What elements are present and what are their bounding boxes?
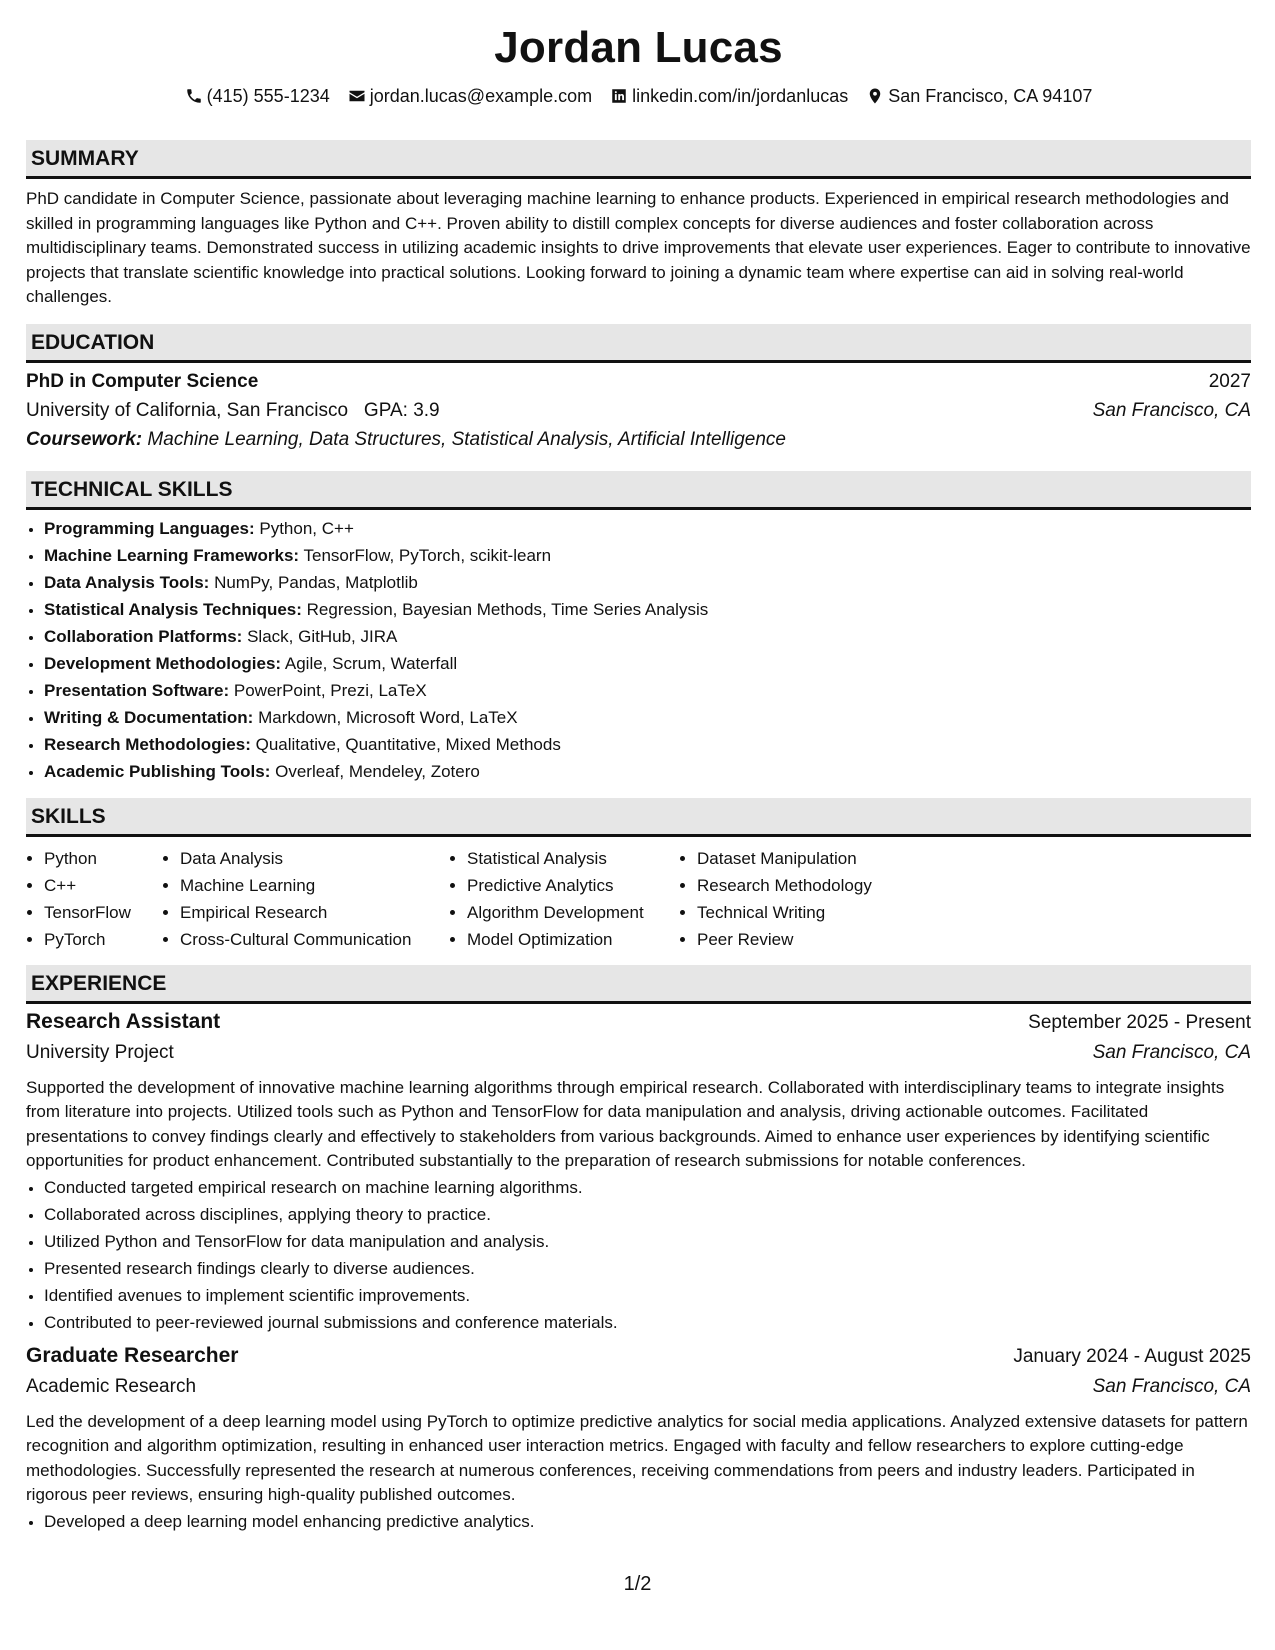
contact-location-text: San Francisco, CA 94107 xyxy=(888,85,1093,106)
list-item xyxy=(44,542,1251,569)
skill-category: Development Methodologies: xyxy=(44,653,282,673)
gpa: GPA: 3.9 xyxy=(363,399,440,421)
job-description: Led the development of a deep learning model using PyTorch to optimize predictive analytics for social media applications. Analyzed extensive datasets for pattern recognition and algorithm optimization, resulting in enhanced user interaction metrics. Engaged with faculty and fellow researchers to explore cutting-edge methodologies. Successfully represented the research at numerous conferences, receiving commendations from peers and industry leaders. Participated in rigorous peer reviews, ensuring high-quality published outcomes. xyxy=(26,1411,1248,1504)
job-title: Research Assistant xyxy=(26,1009,221,1033)
linkedin-icon xyxy=(610,87,628,105)
skill-item: • TensorFlow xyxy=(44,899,162,926)
summary-text: PhD candidate in Computer Science, passionate about leveraging machine learning to enhance products. Experienced in empirical research methodologies and skilled in programming languages like Python and C++. Proven ability to distill complex concepts for diverse audiences and foster collaboration across multidisciplinary teams. Demonstrated success in utilizing academic insights to drive improvements that elevate user experiences. Eager to contribute to innovative projects that translate scientific knowledge into practical solutions. Looking forward to joining a dynamic team where expertise can aid in solving real-world challenges. xyxy=(26,189,1251,306)
skill-item: • Predictive Analytics xyxy=(467,872,679,899)
skills-column xyxy=(26,845,162,953)
skill-item: • Machine Learning xyxy=(180,872,449,899)
summary-heading: SUMMARY xyxy=(26,140,1251,179)
list-item: • Identified avenues to implement scientific improvements. xyxy=(44,1282,1251,1309)
skills-column xyxy=(449,845,679,953)
contact-email-text[interactable]: jordan.lucas@example.com xyxy=(369,85,593,106)
contact-location xyxy=(866,86,1092,107)
coursework-line xyxy=(26,429,1251,459)
skill-category: Programming Languages: xyxy=(44,518,255,538)
contact-linkedin-text[interactable]: linkedin.com/in/jordanlucas xyxy=(632,85,849,106)
page-number: 1/2 xyxy=(623,1573,652,1595)
skill-item: • PyTorch xyxy=(44,926,162,953)
job-bullets xyxy=(26,1508,1251,1535)
skill-item: • Model Optimization xyxy=(467,926,679,953)
list-item xyxy=(44,596,1251,623)
skill-values: Agile, Scrum, Waterfall xyxy=(284,653,458,673)
list-item: • Conducted targeted empirical research on machine learning algorithms. xyxy=(44,1174,1251,1201)
job-location: San Francisco, CA xyxy=(1092,1041,1251,1063)
list-item xyxy=(44,569,1251,596)
skill-values: Overleaf, Mendeley, Zotero xyxy=(275,761,480,781)
experience-heading: EXPERIENCE xyxy=(26,965,1251,1004)
list-item: • Presented research findings clearly to diverse audiences. xyxy=(44,1255,1251,1282)
skills-column xyxy=(162,845,449,953)
skill-values: Qualitative, Quantitative, Mixed Methods xyxy=(255,734,561,754)
technical-skills-heading: TECHNICAL SKILLS xyxy=(26,471,1251,510)
resume-page xyxy=(26,0,1251,1535)
skill-item: • Data Analysis xyxy=(180,845,449,872)
skill-item: • C++ xyxy=(44,872,162,899)
list-item: • Developed a deep learning model enhancing predictive analytics. xyxy=(44,1508,1251,1535)
contact-phone xyxy=(185,86,330,107)
coursework-label: Coursework: xyxy=(26,428,143,450)
skill-item: • Research Methodology xyxy=(697,872,947,899)
skill-item: • Statistical Analysis xyxy=(467,845,679,872)
job-dates: January 2024 - August 2025 xyxy=(1013,1345,1251,1367)
skill-category: Research Methodologies: xyxy=(44,734,251,754)
candidate-name: Jordan Lucas xyxy=(494,23,783,72)
graduation-year: 2027 xyxy=(1208,370,1251,392)
list-item xyxy=(44,758,1251,785)
list-item xyxy=(44,704,1251,731)
skills-heading: SKILLS xyxy=(26,798,1251,837)
phone-icon xyxy=(185,87,203,105)
contact-linkedin[interactable] xyxy=(610,86,848,107)
skill-item: • Dataset Manipulation xyxy=(697,845,947,872)
skill-values: NumPy, Pandas, Matplotlib xyxy=(214,572,418,592)
education-heading: EDUCATION xyxy=(26,324,1251,363)
degree: PhD in Computer Science xyxy=(26,370,259,392)
job-org: Academic Research xyxy=(26,1375,197,1397)
coursework: Machine Learning, Data Structures, Statistical Analysis, Artificial Intelligence xyxy=(147,428,786,450)
list-item xyxy=(44,515,1251,542)
list-item: • Utilized Python and TensorFlow for data manipulation and analysis. xyxy=(44,1228,1251,1255)
experience-entry xyxy=(26,1010,1251,1336)
job-location: San Francisco, CA xyxy=(1092,1375,1251,1397)
skill-item: • Technical Writing xyxy=(697,899,947,926)
skill-values: PowerPoint, Prezi, LaTeX xyxy=(233,680,427,700)
skill-category: Writing & Documentation: xyxy=(44,707,254,727)
contact-phone-text: (415) 555-1234 xyxy=(206,85,330,106)
technical-skills-list xyxy=(26,515,1251,785)
list-item xyxy=(44,623,1251,650)
skill-values: Regression, Bayesian Methods, Time Series Analysis xyxy=(306,599,709,619)
skills-column xyxy=(679,845,947,953)
job-description: Supported the development of innovative machine learning algorithms through empirical research. Collaborated with interdisciplinary teams to integrate insights from literature into projects. Utilized tools such as Python and TensorFlow for data manipulation and analysis, driving actionable outcomes. Facilitated presentations to convey findings clearly and effectively to stakeholders from various backgrounds. Aimed to enhance user experiences by identifying scientific opportunities for product enhancement. Contributed substantially to the preparation of research submissions for notable conferences. xyxy=(26,1077,1225,1170)
skill-item: • Algorithm Development xyxy=(467,899,679,926)
skill-item: • Peer Review xyxy=(697,926,947,953)
skill-category: Statistical Analysis Techniques: xyxy=(44,599,302,619)
skill-category: Presentation Software: xyxy=(44,680,230,700)
skill-values: TensorFlow, PyTorch, scikit-learn xyxy=(303,545,552,565)
school-location: San Francisco, CA xyxy=(1092,399,1251,421)
job-bullets xyxy=(26,1174,1251,1336)
list-item xyxy=(44,731,1251,758)
experience-entry xyxy=(26,1344,1251,1535)
skill-category: Data Analysis Tools: xyxy=(44,572,210,592)
job-dates: September 2025 - Present xyxy=(1028,1011,1251,1033)
skill-category: Collaboration Platforms: xyxy=(44,626,243,646)
skill-item: • Python xyxy=(44,845,162,872)
school-line xyxy=(26,400,440,422)
job-title: Graduate Researcher xyxy=(26,1343,239,1367)
envelope-icon xyxy=(348,87,366,105)
skills-grid xyxy=(26,845,1251,953)
job-org: University Project xyxy=(26,1041,174,1063)
contact-email[interactable] xyxy=(348,86,592,107)
map-pin-icon xyxy=(866,87,884,105)
list-item: • Collaborated across disciplines, applying theory to practice. xyxy=(44,1201,1251,1228)
list-item: • Contributed to peer-reviewed journal submissions and conference materials. xyxy=(44,1309,1251,1336)
school: University of California, San Francisco xyxy=(26,399,349,421)
skill-category: Academic Publishing Tools: xyxy=(44,761,271,781)
skill-values: Python, C++ xyxy=(259,518,354,538)
list-item xyxy=(44,650,1251,677)
list-item xyxy=(44,677,1251,704)
skill-values: Slack, GitHub, JIRA xyxy=(247,626,398,646)
contact-bar xyxy=(26,84,1251,108)
skill-values: Markdown, Microsoft Word, LaTeX xyxy=(258,707,518,727)
education-entry xyxy=(26,371,1251,459)
skill-item: • Cross-Cultural Communication xyxy=(180,926,449,953)
skill-item: • Empirical Research xyxy=(180,899,449,926)
skill-category: Machine Learning Frameworks: xyxy=(44,545,300,565)
